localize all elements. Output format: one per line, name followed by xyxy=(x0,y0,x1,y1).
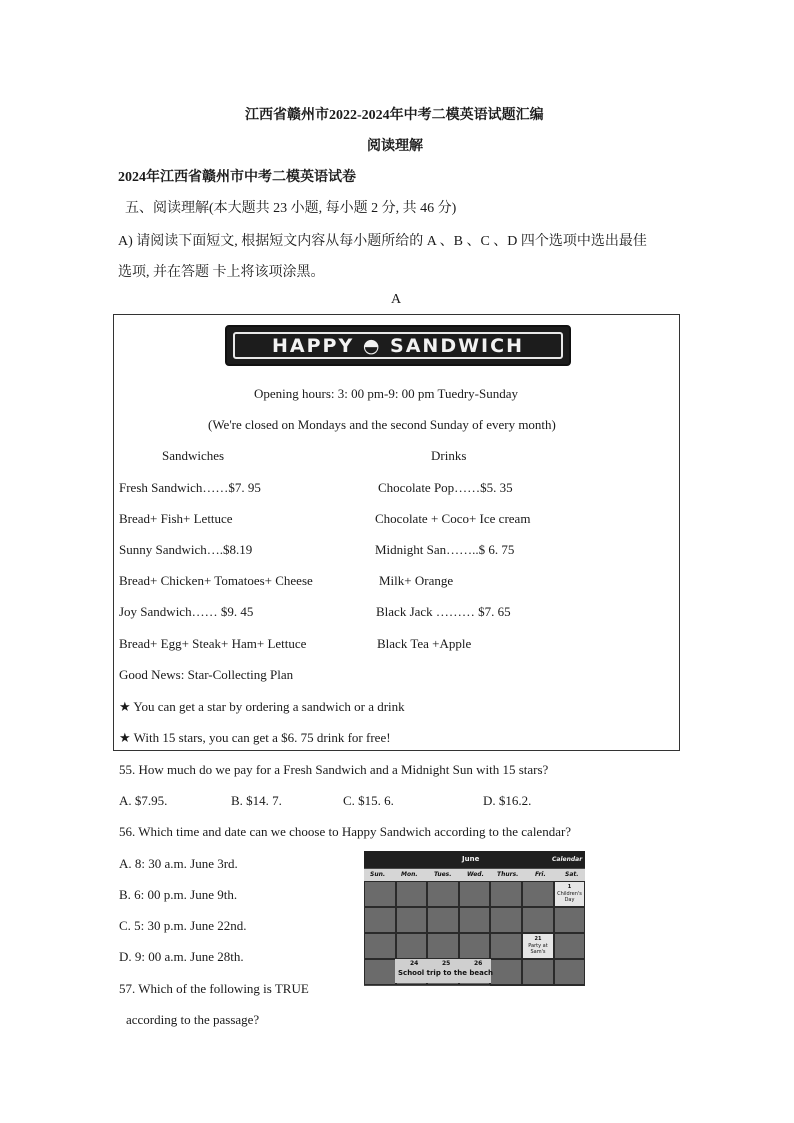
calendar-cell xyxy=(364,907,396,933)
calendar-cell xyxy=(427,881,459,907)
menu-row-right: Milk+ Orange xyxy=(379,573,454,588)
column-sandwiches: Sandwiches xyxy=(162,448,225,463)
menu-row-right: Black Jack ……… $7. 65 xyxy=(376,604,511,619)
menu-row-left: Bread+ Fish+ Lettuce xyxy=(119,511,233,526)
menu-row-left: Bread+ Egg+ Steak+ Ham+ Lettuce xyxy=(119,636,307,651)
column-drinks: Drinks xyxy=(431,448,467,463)
menu-row-left: Fresh Sandwich……$7. 95 xyxy=(119,480,261,495)
dayname: Wed. xyxy=(467,871,484,878)
calendar-cell xyxy=(490,985,522,986)
menu-row-left: Joy Sandwich…… $9. 45 xyxy=(119,604,254,619)
day-number: 1 xyxy=(567,884,572,890)
instruction-line-1: A) 请阅读下面短文, 根据短文内容从每小题所给的 A 、B 、C 、D 四个选项中选出最佳 xyxy=(118,234,647,249)
dayname: Tues. xyxy=(434,871,452,878)
day-number: 25 xyxy=(442,960,451,967)
question-57: 57. Which of the following is TRUE xyxy=(119,981,309,996)
q55-option-b: B. $14. 7. xyxy=(231,793,282,808)
logo-text: HAPPY ◓ SANDWICH xyxy=(272,334,524,357)
calendar-cell xyxy=(396,881,428,907)
calendar-cell xyxy=(396,907,428,933)
calendar-month: June xyxy=(462,855,480,863)
calendar-cell xyxy=(554,959,585,985)
calendar-cell xyxy=(427,933,459,959)
q56-option-a: A. 8: 30 a.m. June 3rd. xyxy=(119,856,238,871)
june-calendar xyxy=(364,851,585,986)
day-number: 24 xyxy=(410,960,419,967)
menu-row-right: Chocolate Pop……$5. 35 xyxy=(378,480,513,495)
calendar-cell xyxy=(554,933,585,959)
day-number: 26 xyxy=(474,960,483,967)
happy-sandwich-logo xyxy=(225,325,571,366)
calendar-cell xyxy=(490,933,522,959)
dayname: Fri. xyxy=(535,871,546,878)
document-subtitle: 阅读理解 xyxy=(367,139,423,154)
day-number: 21 xyxy=(534,936,542,942)
calendar-cell xyxy=(459,907,491,933)
q55-option-c: C. $15. 6. xyxy=(343,793,394,808)
calendar-cell-day-21 xyxy=(522,933,554,959)
good-news: Good News: Star-Collecting Plan xyxy=(119,667,294,682)
event-school-trip: School trip to the beach xyxy=(398,969,493,977)
calendar-cell xyxy=(490,907,522,933)
calendar-cell xyxy=(522,881,554,907)
calendar-cell xyxy=(459,933,491,959)
dayname: Thurs. xyxy=(497,871,519,878)
exam-title: 2024年江西省赣州市中考二模英语试卷 xyxy=(118,170,356,185)
menu-row-right: Black Tea +Apple xyxy=(377,636,472,651)
menu-row-right: Chocolate + Coco+ Ice cream xyxy=(375,511,531,526)
question-56: 56. Which time and date can we choose to Happy Sandwich according to the calendar? xyxy=(119,824,572,839)
q55-option-a: A. $7.95. xyxy=(119,793,168,808)
event-childrens-day: Children's Day xyxy=(557,891,582,903)
calendar-cell xyxy=(459,881,491,907)
calendar-cell xyxy=(490,881,522,907)
calendar-cell xyxy=(522,907,554,933)
dayname: Sun. xyxy=(370,871,386,878)
q56-option-d: D. 9: 00 a.m. June 28th. xyxy=(119,949,244,964)
calendar-cell xyxy=(364,933,396,959)
star-note-2: ★ With 15 stars, you can get a $6. 75 drink for free! xyxy=(119,730,391,745)
question-55: 55. How much do we pay for a Fresh Sandwich and a Midnight Sun with 15 stars? xyxy=(119,762,549,777)
passage-label: A xyxy=(391,292,402,307)
instruction-line-2: 选项, 并在答题 卡上将该项涂黑。 xyxy=(118,265,325,280)
star-note-1: ★ You can get a star by ordering a sandwich or a drink xyxy=(119,699,405,714)
menu-row-left: Sunny Sandwich….$8.19 xyxy=(119,542,253,557)
dayname: Mon. xyxy=(401,871,418,878)
calendar-cell xyxy=(522,985,554,986)
event-party: Party at Sam's xyxy=(528,943,548,955)
calendar-cell xyxy=(554,985,585,986)
q56-option-c: C. 5: 30 p.m. June 22nd. xyxy=(119,918,247,933)
document-title: 江西省赣州市2022-2024年中考二模英语试题汇编 xyxy=(245,108,544,123)
menu-box xyxy=(113,314,680,751)
dayname: Sat. xyxy=(565,871,579,878)
menu-row-left: Bread+ Chicken+ Tomatoes+ Cheese xyxy=(119,573,313,588)
calendar-cell xyxy=(396,933,428,959)
q56-option-b: B. 6: 00 p.m. June 9th. xyxy=(119,887,238,902)
section-heading: 五、阅读理解(本大题共 23 小题, 每小题 2 分, 共 46 分) xyxy=(125,201,457,216)
closed-note: (We're closed on Mondays and the second Sunday of every month) xyxy=(208,417,556,432)
q55-option-d: D. $16.2. xyxy=(483,793,532,808)
menu-row-right: Midnight San……..$ 6. 75 xyxy=(375,542,515,557)
calendar-cell xyxy=(522,959,554,985)
calendar-cell xyxy=(427,907,459,933)
calendar-label: Calendar xyxy=(552,856,583,863)
calendar-cell xyxy=(364,959,396,985)
calendar-cell xyxy=(490,959,522,985)
calendar-cell xyxy=(364,881,396,907)
opening-hours: Opening hours: 3: 00 pm-9: 00 pm Tuedry-Sunday xyxy=(254,386,518,401)
calendar-cell-day-1 xyxy=(554,881,585,907)
question-57-cont: according to the passage? xyxy=(126,1012,260,1027)
calendar-cell xyxy=(554,907,585,933)
